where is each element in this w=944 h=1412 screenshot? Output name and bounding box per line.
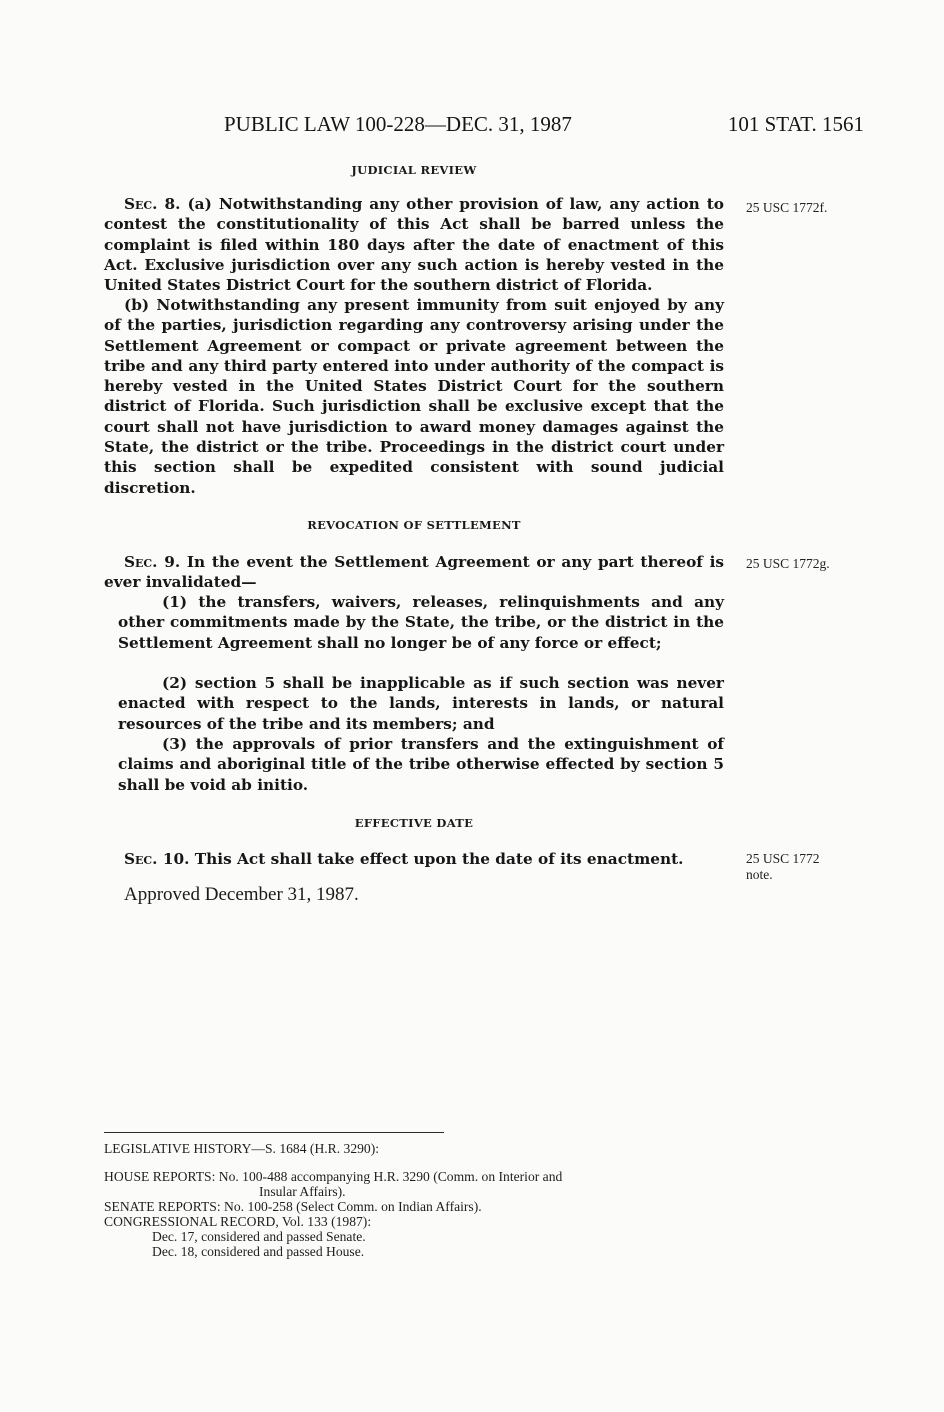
section-8-paragraph-b: (b) Notwithstanding any present immunity from suit enjoyed by any of the parties, jurisdiction regarding any controversy arising under the Settlement Agreement or compact or private agreement between the tribe and any third party entered into under authority of the compact is hereby vested in the United States District Court for the southern district of Florida. Such jurisdiction shall be exclusive except that the court shall not have jurisdiction to award money damages against the State, the district or the tribe. Proceedings in the district court under this section shall be expedited consistent with sound judicial discretion. xyxy=(104,296,724,497)
margin-note-line1: 25 USC 1772 xyxy=(746,851,820,866)
house-reports-line1: HOUSE REPORTS: No. 100-488 accompanying H.R. 3290 (Comm. on Interior and xyxy=(104,1169,563,1184)
section-9-item-2: (2) section 5 shall be inapplicable as if such section was never enacted with respect to the lands, interests in lands, or natural resources of the tribe and its members; and xyxy=(118,674,724,733)
divider-rule xyxy=(104,1132,444,1133)
stat-page: 101 STAT. 1561 xyxy=(727,112,864,136)
approved-date: Approved December 31, 1987. xyxy=(124,884,359,905)
heading-revocation: REVOCATION OF SETTLEMENT xyxy=(307,518,521,532)
section-8a-text: 8. (a) Notwithstanding any other provision of law, any action to contest the constitutionality of this Act shall be barred unless the complaint is filed within 180 days after the date of enactment of this Act. Exclusive jurisdiction over any such action is hereby vested in the United States District Court for the southern district of Florida. xyxy=(104,195,724,295)
page-header xyxy=(104,112,864,142)
section-10 xyxy=(104,849,724,869)
margin-note-1772g: 25 USC 1772g. xyxy=(746,556,830,571)
law-title: PUBLIC LAW 100-228—DEC. 31, 1987 xyxy=(224,112,572,136)
section-9-intro xyxy=(104,552,724,593)
legislative-history-title: LEGISLATIVE HISTORY—S. 1684 (H.R. 3290): xyxy=(104,1141,380,1156)
heading-judicial-review: JUDICIAL REVIEW xyxy=(351,163,477,177)
record-dec-17: Dec. 17, considered and passed Senate. xyxy=(152,1229,366,1244)
sec-label: Sec. xyxy=(124,850,158,868)
margin-note-1772f: 25 USC 1772f. xyxy=(746,200,828,215)
house-reports-line2: Insular Affairs). xyxy=(259,1183,346,1199)
house-reports xyxy=(104,1170,728,1200)
heading-effective-date: EFFECTIVE DATE xyxy=(354,816,474,830)
section-9-intro-text: 9. In the event the Settlement Agreement or any part thereof is ever invalidated— xyxy=(104,553,724,592)
section-10-text: 10. This Act shall take effect upon the date of its enactment. xyxy=(157,850,684,868)
margin-note-line2: note. xyxy=(746,867,773,882)
section-9-item-1: (1) the transfers, waivers, releases, relinquishments and any other commitments made by the State, the tribe, or the district in the Settlement Agreement shall no longer be of any force or effect; xyxy=(118,593,724,652)
record-dec-18: Dec. 18, considered and passed House. xyxy=(152,1244,365,1259)
senate-reports: SENATE REPORTS: No. 100-258 (Select Comm. on Indian Affairs). xyxy=(104,1199,482,1214)
sec-label: Sec. xyxy=(124,553,158,571)
section-8-paragraph-a xyxy=(104,194,724,295)
congressional-record: CONGRESSIONAL RECORD, Vol. 133 (1987): xyxy=(104,1214,372,1229)
sec-label: Sec. xyxy=(124,195,158,213)
margin-note-1772-note xyxy=(746,851,820,883)
section-9-item-3: (3) the approvals of prior transfers and the extinguishment of claims and aboriginal title of the tribe otherwise effected by section 5 shall be void ab initio. xyxy=(118,735,724,794)
